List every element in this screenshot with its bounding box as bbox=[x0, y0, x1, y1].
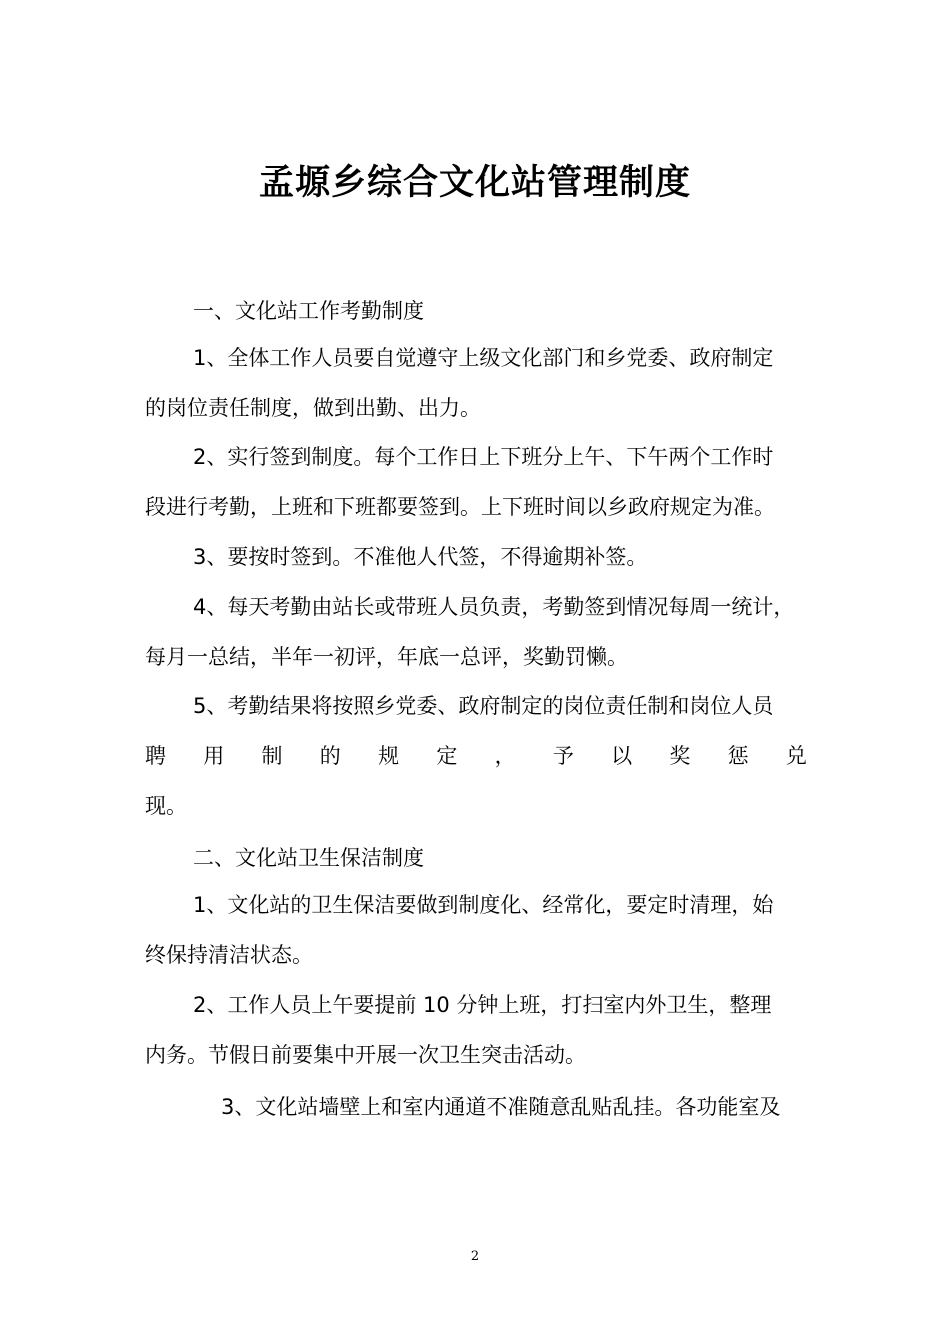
spread-char: 规 bbox=[378, 744, 400, 768]
paragraph-line: 每月一总结，半年一初评，年底一总评，奖勤罚懒。 bbox=[145, 645, 628, 669]
spread-char: 予 bbox=[552, 744, 574, 768]
paragraph-line: 终保持清洁状态。 bbox=[145, 943, 313, 967]
paragraph-line: 2、工作人员上午要提前 10 分钟上班，打扫室内外卫生，整理 bbox=[193, 993, 772, 1017]
section-heading-hygiene: 二、文化站卫生保洁制度 bbox=[193, 846, 424, 870]
paragraph-line: 3、文化站墙壁上和室内通道不准随意乱贴乱挂。各功能室及 bbox=[221, 1095, 781, 1119]
spread-char: 制 bbox=[261, 744, 283, 768]
spread-paragraph-line bbox=[145, 741, 807, 771]
page-number: 2 bbox=[470, 1249, 480, 1264]
paragraph-line: 段进行考勤，上班和下班都要签到。上下班时间以乡政府规定为准。 bbox=[145, 495, 775, 519]
spread-char: 定 bbox=[436, 744, 458, 768]
document-title: 孟塬乡综合文化站管理制度 bbox=[258, 163, 691, 203]
spread-char: 惩 bbox=[727, 744, 749, 768]
paragraph-line: 1、全体工作人员要自觉遵守上级文化部门和乡党委、政府制定 bbox=[193, 346, 774, 370]
section-heading-attendance: 一、文化站工作考勤制度 bbox=[193, 299, 424, 323]
spread-char: 的 bbox=[319, 744, 341, 768]
paragraph-line: 5、考勤结果将按照乡党委、政府制定的岗位责任制和岗位人员 bbox=[193, 694, 774, 718]
paragraph-line: 3、要按时签到。不准他人代签，不得逾期补签。 bbox=[193, 545, 648, 569]
spread-char: 聘 bbox=[145, 744, 166, 768]
spread-char: 用 bbox=[203, 744, 225, 768]
paragraph-line: 4、每天考勤由站长或带班人员负责，考勤签到情况每周一统计， bbox=[193, 595, 795, 619]
spread-char: ， bbox=[494, 744, 516, 768]
paragraph-line: 2、实行签到制度。每个工作日上下班分上午、下午两个工作时 bbox=[193, 445, 774, 469]
paragraph-line: 内务。节假日前要集中开展一次卫生突击活动。 bbox=[145, 1043, 586, 1067]
spread-char: 以 bbox=[611, 744, 633, 768]
paragraph-line: 现。 bbox=[145, 794, 187, 818]
paragraph-line: 的岗位责任制度，做到出勤、出力。 bbox=[145, 396, 481, 420]
spread-char: 奖 bbox=[669, 744, 691, 768]
paragraph-line: 1、文化站的卫生保洁要做到制度化、经常化，要定时清理，始 bbox=[193, 893, 774, 917]
spread-char: 兑 bbox=[785, 744, 807, 768]
